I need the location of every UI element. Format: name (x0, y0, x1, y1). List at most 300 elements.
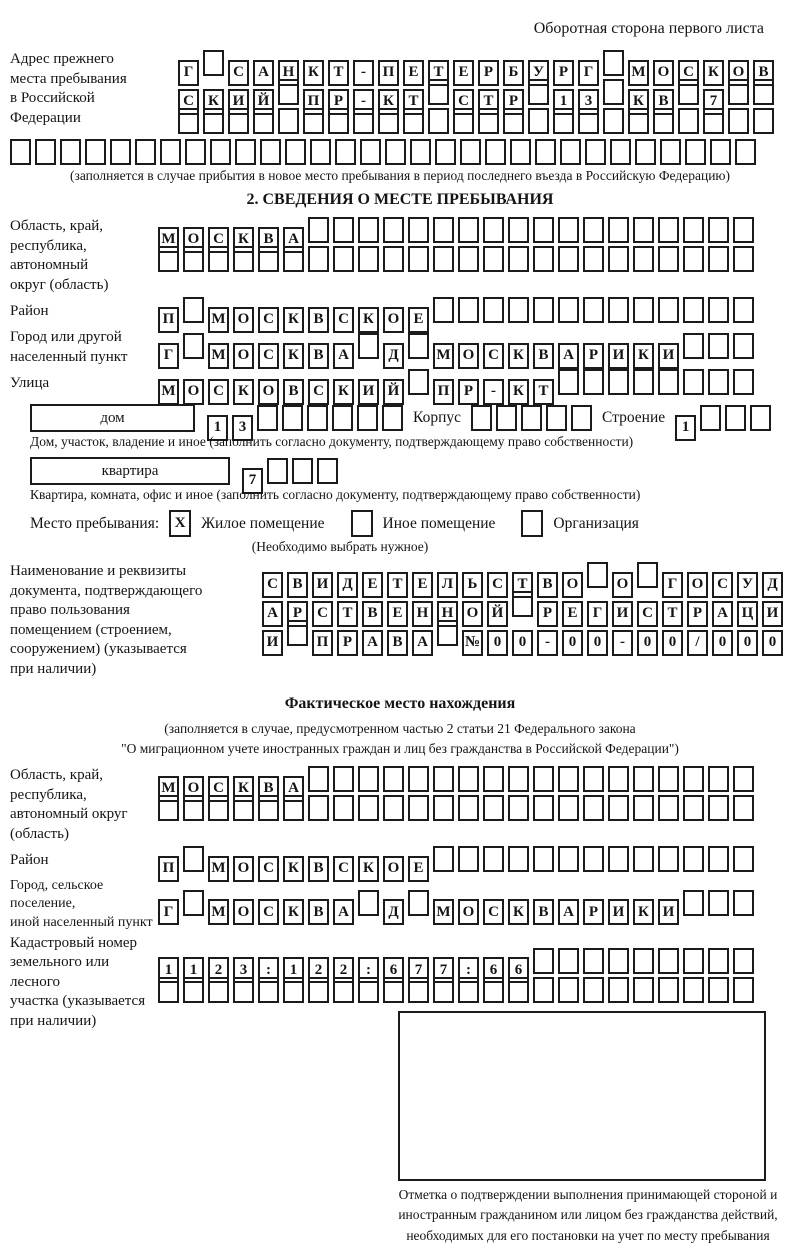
char-cell (358, 795, 379, 821)
page-title: Оборотная сторона первого листа (533, 20, 764, 37)
char-cell (503, 108, 524, 134)
char-cell: Н (278, 60, 299, 86)
char-cell (508, 795, 529, 821)
char-cell: А (333, 343, 354, 369)
stay-type-label: Место пребывания: (30, 514, 160, 532)
char-cell (583, 217, 604, 243)
char-cell (658, 977, 679, 1003)
char-cell: С (483, 343, 504, 369)
char-cell (683, 766, 704, 792)
ulitsa-block (10, 369, 790, 398)
char-cell (303, 108, 324, 134)
char-cell: Р (328, 89, 349, 115)
char-cell (583, 369, 604, 395)
char-cell: П (378, 60, 399, 86)
char-cell: И (262, 630, 283, 656)
char-cell (435, 139, 456, 165)
house-box: дом (30, 404, 195, 432)
char-cell (383, 795, 404, 821)
char-cell: О (458, 343, 479, 369)
char-cell (658, 369, 679, 395)
char-cell: О (233, 343, 254, 369)
char-cell: К (508, 379, 529, 405)
char-cell: - (537, 630, 558, 656)
korpus-cells (471, 405, 596, 431)
ulitsa-label: Улица (10, 374, 50, 391)
char-cell (583, 795, 604, 821)
char-cell: В (308, 307, 329, 333)
char-cell: 6 (383, 957, 404, 983)
char-cell (653, 108, 674, 134)
char-cell (733, 890, 754, 916)
char-cell (208, 977, 229, 1003)
char-cell (357, 405, 378, 431)
char-cell (535, 139, 556, 165)
char-cell: - (483, 379, 504, 405)
char-cell (733, 369, 754, 395)
char-cell (728, 108, 749, 134)
char-cell (428, 79, 449, 105)
char-cell (203, 108, 224, 134)
char-cell (307, 405, 328, 431)
char-cell: К (358, 307, 379, 333)
char-cell (608, 766, 629, 792)
char-cell: А (333, 899, 354, 925)
char-cell: О (233, 307, 254, 333)
oblast-row-2 (158, 246, 790, 272)
kadastr-row-1 (158, 948, 790, 978)
char-cell: Р (553, 60, 574, 86)
char-cell (160, 139, 181, 165)
char-cell (683, 246, 704, 272)
char-cell (558, 369, 579, 395)
char-cell (637, 562, 658, 588)
char-cell: С (637, 601, 658, 627)
char-cell (203, 50, 224, 76)
checkbox-organizatsiya (521, 510, 543, 537)
char-cell (408, 795, 429, 821)
char-cell (628, 108, 649, 134)
char-cell (533, 217, 554, 243)
char-cell (260, 139, 281, 165)
char-cell (235, 139, 256, 165)
char-cell (750, 405, 771, 431)
stay-type-row (30, 510, 790, 537)
char-cell (358, 890, 379, 916)
char-cell (508, 246, 529, 272)
char-cell (458, 766, 479, 792)
char-cell: С (333, 307, 354, 333)
flat-caption: Квартира, комната, офис и иное (заполнить согласно документу, подтверждающему право собственности) (30, 487, 641, 502)
char-cell (183, 246, 204, 272)
char-cell (603, 50, 624, 76)
char-cell (433, 217, 454, 243)
char-cell (257, 405, 278, 431)
char-cell (708, 948, 729, 974)
char-cell (633, 977, 654, 1003)
char-cell (453, 108, 474, 134)
fakt-raion-row (158, 846, 758, 877)
prev-address-caption: (заполняется в случае прибытия в новое место пребывания в период последнего въезда в Российскую Федерацию) (69, 168, 731, 183)
char-cell (383, 217, 404, 243)
oblast-row-1 (158, 217, 790, 247)
char-cell (408, 333, 429, 359)
char-cell: 1 (158, 957, 179, 983)
char-cell (608, 846, 629, 872)
char-cell: В (308, 343, 329, 369)
char-cell: О (458, 899, 479, 925)
char-cell: Н (437, 601, 458, 627)
char-cell (408, 977, 429, 1003)
char-cell (317, 458, 338, 484)
char-cell: И (358, 379, 379, 405)
char-cell: Е (408, 307, 429, 333)
char-cell (733, 795, 754, 821)
char-cell: К (233, 776, 254, 802)
document-label: Наименование и реквизиты документа, подтверждающего право пользования помещением (строением, сооружением) (указывается при наличии) (10, 563, 203, 677)
char-cell (233, 246, 254, 272)
char-cell (633, 766, 654, 792)
char-cell: Е (408, 856, 429, 882)
char-cell: М (208, 343, 229, 369)
char-cell (433, 795, 454, 821)
char-cell (658, 246, 679, 272)
char-cell (458, 846, 479, 872)
char-cell (733, 846, 754, 872)
char-cell (408, 766, 429, 792)
char-cell: К (633, 343, 654, 369)
char-cell: И (658, 899, 679, 925)
char-cell: О (687, 572, 708, 598)
char-cell: 1 (283, 957, 304, 983)
char-cell (158, 795, 179, 821)
char-cell (358, 246, 379, 272)
char-cell (508, 846, 529, 872)
char-cell (308, 766, 329, 792)
char-cell: К (283, 856, 304, 882)
char-cell (658, 948, 679, 974)
char-cell (660, 139, 681, 165)
fakt-gorod-row (158, 890, 758, 920)
char-cell: 7 (703, 89, 724, 115)
char-cell (483, 795, 504, 821)
char-cell: В (653, 89, 674, 115)
char-cell (283, 795, 304, 821)
char-cell: К (508, 343, 529, 369)
char-cell: 3 (232, 415, 253, 441)
char-cell (433, 766, 454, 792)
char-cell (683, 846, 704, 872)
char-cell (283, 246, 304, 272)
char-cell (158, 977, 179, 1003)
char-cell (267, 458, 288, 484)
char-cell (333, 766, 354, 792)
char-cell: - (353, 60, 374, 86)
char-cell: 0 (512, 630, 533, 656)
char-cell (358, 217, 379, 243)
char-cell: К (283, 899, 304, 925)
char-cell (383, 246, 404, 272)
char-cell (708, 369, 729, 395)
char-cell (533, 948, 554, 974)
char-cell: Т (662, 601, 683, 627)
char-cell (333, 246, 354, 272)
char-cell (183, 297, 204, 323)
char-cell: К (703, 60, 724, 86)
char-cell (508, 977, 529, 1003)
char-cell (458, 246, 479, 272)
char-cell: П (158, 856, 179, 882)
char-cell (683, 297, 704, 323)
char-cell (408, 217, 429, 243)
char-cell: 0 (587, 630, 608, 656)
char-cell (496, 405, 517, 431)
char-cell: К (628, 89, 649, 115)
char-cell (683, 977, 704, 1003)
char-cell (332, 405, 353, 431)
char-cell: 2 (333, 957, 354, 983)
char-cell: М (208, 307, 229, 333)
char-cell (533, 246, 554, 272)
char-cell: 6 (508, 957, 529, 983)
char-cell: К (303, 60, 324, 86)
char-cell (558, 246, 579, 272)
char-cell: В (387, 630, 408, 656)
section-2-title: 2. СВЕДЕНИЯ О МЕСТЕ ПРЕБЫВАНИЯ (246, 191, 554, 208)
char-cell (658, 297, 679, 323)
char-cell: В (308, 899, 329, 925)
char-cell: О (183, 227, 204, 253)
char-cell (183, 795, 204, 821)
char-cell: С (483, 899, 504, 925)
char-cell (433, 977, 454, 1003)
char-cell (178, 108, 199, 134)
stamp-caption: Отметка о подтверждении выполнения принимающей стороной и иностранным гражданином или лицом без гражданства действий, необходимых для его постановки на учет по месту пребывания (398, 1187, 778, 1243)
char-cell (512, 591, 533, 617)
char-cell (633, 948, 654, 974)
char-cell: Г (158, 343, 179, 369)
char-cell (208, 246, 229, 272)
char-cell (708, 846, 729, 872)
char-cell (333, 217, 354, 243)
char-cell: В (287, 572, 308, 598)
char-cell (408, 246, 429, 272)
house-number-cells (207, 405, 407, 435)
char-cell (560, 139, 581, 165)
char-cell (571, 405, 592, 431)
char-cell (708, 246, 729, 272)
char-cell: Й (253, 89, 274, 115)
flat-number-cells (242, 458, 342, 488)
char-cell (578, 108, 599, 134)
char-cell (508, 766, 529, 792)
char-cell: В (533, 343, 554, 369)
char-cell (233, 977, 254, 1003)
char-cell: И (608, 343, 629, 369)
char-cell: Р (503, 89, 524, 115)
raion-row (158, 297, 758, 327)
char-cell (683, 369, 704, 395)
char-cell (308, 246, 329, 272)
char-cell (353, 108, 374, 134)
char-cell (185, 139, 206, 165)
char-cell (533, 846, 554, 872)
char-cell (658, 766, 679, 792)
char-cell (383, 977, 404, 1003)
char-cell: К (508, 899, 529, 925)
char-cell: С (312, 601, 333, 627)
char-cell: А (712, 601, 733, 627)
char-cell (533, 795, 554, 821)
char-cell (478, 108, 499, 134)
char-cell: 0 (712, 630, 733, 656)
char-cell (678, 108, 699, 134)
char-cell: О (233, 899, 254, 925)
char-cell: Г (178, 60, 199, 86)
char-cell (608, 795, 629, 821)
char-cell: Е (387, 601, 408, 627)
char-cell: Т (337, 601, 358, 627)
char-cell: Е (562, 601, 583, 627)
char-cell: М (433, 343, 454, 369)
char-cell (510, 139, 531, 165)
char-cell: К (633, 899, 654, 925)
char-cell: К (378, 89, 399, 115)
char-cell (358, 977, 379, 1003)
char-cell (683, 217, 704, 243)
char-cell (608, 977, 629, 1003)
char-cell: 3 (578, 89, 599, 115)
char-cell: А (283, 227, 304, 253)
char-cell: 1 (553, 89, 574, 115)
char-cell (733, 766, 754, 792)
char-cell (283, 977, 304, 1003)
char-cell: 0 (662, 630, 683, 656)
flat-row (30, 457, 790, 488)
char-cell: С (258, 856, 279, 882)
prev-address-row-4 (10, 139, 790, 165)
checkbox-zhiloe: X (169, 510, 191, 537)
char-cell (382, 405, 403, 431)
char-cell: О (728, 60, 749, 86)
char-cell: О (462, 601, 483, 627)
char-cell (683, 333, 704, 359)
char-cell (483, 977, 504, 1003)
char-cell (433, 246, 454, 272)
char-cell (292, 458, 313, 484)
char-cell (725, 405, 746, 431)
char-cell (528, 108, 549, 134)
char-cell (258, 977, 279, 1003)
char-cell: С (208, 379, 229, 405)
char-cell: К (233, 379, 254, 405)
char-cell (708, 766, 729, 792)
char-cell: 2 (208, 957, 229, 983)
house-row (30, 404, 790, 435)
char-cell: С (208, 776, 229, 802)
char-cell: В (258, 776, 279, 802)
char-cell (287, 620, 308, 646)
char-cell (533, 977, 554, 1003)
char-cell: 1 (183, 957, 204, 983)
char-cell: К (233, 227, 254, 253)
char-cell: С (178, 89, 199, 115)
char-cell: Т (387, 572, 408, 598)
char-cell: Д (383, 343, 404, 369)
char-cell: В (537, 572, 558, 598)
char-cell (635, 139, 656, 165)
char-cell: И (228, 89, 249, 115)
char-cell: : (258, 957, 279, 983)
char-cell: Т (512, 572, 533, 598)
char-cell: О (383, 307, 404, 333)
char-cell (110, 139, 131, 165)
char-cell (508, 297, 529, 323)
char-cell: С (262, 572, 283, 598)
char-cell (633, 217, 654, 243)
ulitsa-row (158, 369, 758, 399)
char-cell (683, 795, 704, 821)
char-cell: В (258, 227, 279, 253)
prev-address-row-1 (178, 50, 790, 80)
char-cell: С (228, 60, 249, 86)
fakt-oblast-row-2 (158, 795, 790, 821)
char-cell: С (678, 60, 699, 86)
char-cell (278, 79, 299, 105)
char-cell: А (283, 776, 304, 802)
char-cell (700, 405, 721, 431)
char-cell: В (753, 60, 774, 86)
char-cell: : (458, 957, 479, 983)
char-cell (483, 246, 504, 272)
korpus-label: Корпус (413, 409, 461, 426)
char-cell (608, 369, 629, 395)
char-cell: Г (587, 601, 608, 627)
char-cell: Р (478, 60, 499, 86)
char-cell: С (487, 572, 508, 598)
house-caption: Дом, участок, владение и иное (заполнить согласно документу, подтверждающему право собственности) (30, 434, 634, 449)
char-cell: / (687, 630, 708, 656)
stroenie-cells (675, 405, 775, 435)
char-cell (678, 79, 699, 105)
char-cell: Р (537, 601, 558, 627)
char-cell (483, 766, 504, 792)
char-cell (308, 977, 329, 1003)
fakt-gorod-label: Город, сельское поселение, иной населенный пункт (10, 878, 153, 930)
char-cell (385, 139, 406, 165)
char-cell: В (308, 856, 329, 882)
char-cell (378, 108, 399, 134)
char-cell (410, 139, 431, 165)
char-cell: О (183, 776, 204, 802)
char-cell (658, 846, 679, 872)
char-cell: М (433, 899, 454, 925)
char-cell: В (533, 899, 554, 925)
char-cell: К (333, 379, 354, 405)
stay-type-caption: (Необходимо выбрать нужное) (251, 539, 429, 554)
char-cell: Л (437, 572, 458, 598)
stamp-area (398, 1011, 790, 1246)
char-cell (583, 846, 604, 872)
char-cell: Р (458, 379, 479, 405)
char-cell (183, 977, 204, 1003)
char-cell (683, 948, 704, 974)
char-cell (483, 846, 504, 872)
char-cell (558, 766, 579, 792)
char-cell: М (208, 856, 229, 882)
char-cell (258, 795, 279, 821)
char-cell (610, 139, 631, 165)
